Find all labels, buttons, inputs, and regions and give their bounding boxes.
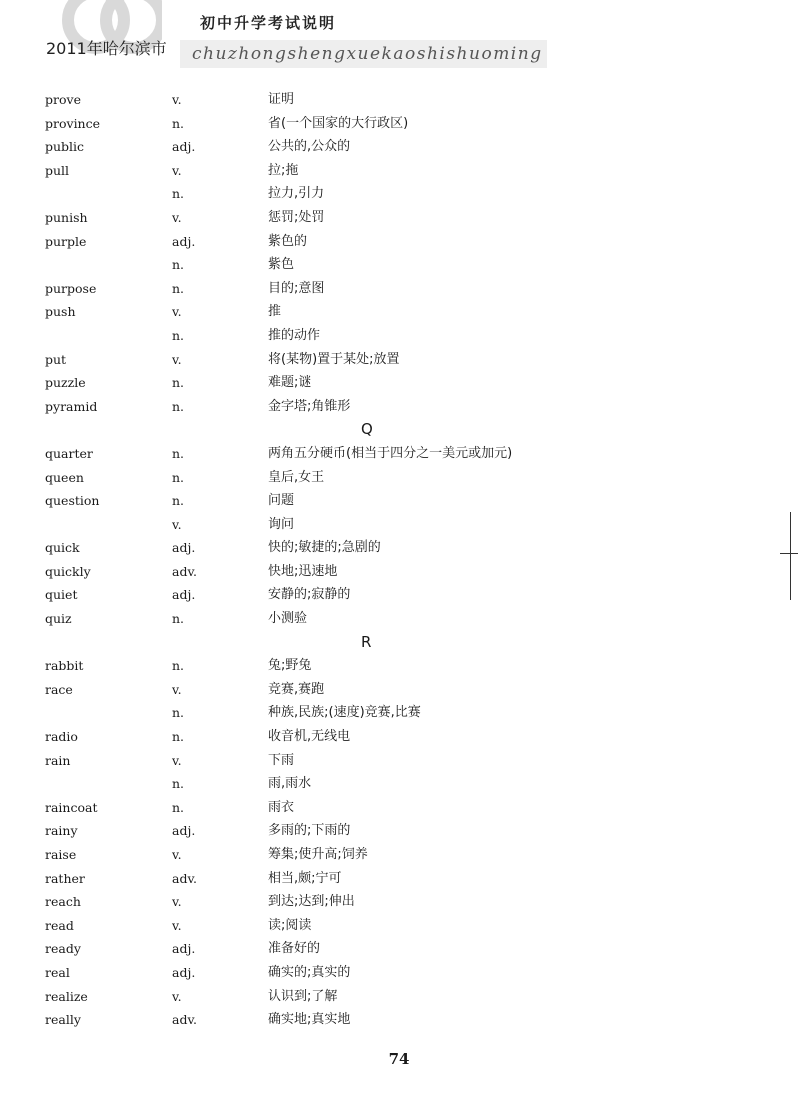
entry-meaning: 推的动作 [268, 327, 321, 343]
section-letter-label: R [361, 632, 372, 651]
entry-pos: n. [172, 445, 185, 461]
entry-pos: v. [172, 752, 182, 768]
section-letter [0, 418, 798, 442]
entry-pos: n. [172, 115, 185, 131]
entry-word: quiet [45, 587, 78, 603]
entry-word: really [45, 1012, 81, 1028]
entry-word: province [45, 115, 101, 131]
vocabulary-list [0, 88, 798, 1032]
vocab-entry [0, 466, 798, 490]
entry-word: puzzle [45, 375, 86, 391]
vocab-entry [0, 206, 798, 230]
vocab-entry [0, 819, 798, 843]
entry-meaning: 省(一个国家的大行政区) [268, 115, 409, 131]
entry-word: queen [45, 469, 84, 485]
entry-meaning: 确实地;真实地 [268, 1012, 351, 1028]
entry-meaning: 快地;迅速地 [268, 563, 338, 579]
entry-pos: n. [172, 257, 185, 273]
vocab-entry [0, 867, 798, 891]
entry-meaning: 到达;达到;伸出 [268, 894, 355, 910]
entry-meaning: 下雨 [268, 752, 295, 768]
section-letter-label: Q [361, 420, 373, 439]
vocab-entry [0, 348, 798, 372]
vocab-entry [0, 395, 798, 419]
entry-pos: n. [172, 705, 185, 721]
vocab-entry [0, 442, 798, 466]
entry-word: pyramid [45, 398, 98, 414]
entry-pos: v. [172, 351, 182, 367]
vocab-entry [0, 1008, 798, 1032]
vocab-entry [0, 772, 798, 796]
vocab-entry [0, 159, 798, 183]
entry-meaning: 紫色的 [268, 233, 308, 249]
entry-pos: n. [172, 776, 185, 792]
entry-meaning: 兔;野兔 [268, 658, 312, 674]
vocab-entry [0, 513, 798, 537]
entry-meaning: 雨衣 [268, 799, 295, 815]
entry-pos: adj. [172, 964, 196, 980]
entry-pos: v. [172, 894, 182, 910]
entry-pos: v. [172, 209, 182, 225]
vocab-entry [0, 678, 798, 702]
vocab-entry [0, 300, 798, 324]
entry-meaning: 惩罚;处罚 [268, 209, 325, 225]
entry-meaning: 种族,民族;(速度)竞赛,比赛 [268, 705, 421, 721]
entry-pos: adj. [172, 823, 196, 839]
entry-pos: adj. [172, 941, 196, 957]
entry-pos: adv. [172, 870, 198, 886]
vocab-entry [0, 843, 798, 867]
section-letter [0, 631, 798, 655]
entry-meaning: 两角五分硬币(相当于四分之一美元或加元) [268, 445, 513, 461]
vocab-entry [0, 182, 798, 206]
entry-meaning: 证明 [268, 92, 295, 107]
crop-mark-horizontal [780, 553, 798, 554]
entry-meaning: 将(某物)置于某处;放置 [268, 351, 400, 367]
vocab-entry [0, 560, 798, 584]
entry-pos: v. [172, 304, 182, 320]
vocab-entry [0, 607, 798, 631]
entry-word: real [45, 964, 70, 980]
entry-pos: v. [172, 988, 182, 1004]
vocab-entry [0, 371, 798, 395]
entry-meaning: 读;阅读 [268, 917, 312, 933]
entry-meaning: 确实的;真实的 [268, 964, 351, 980]
entry-meaning: 金字塔;角锥形 [268, 398, 351, 414]
entry-meaning: 收音机,无线电 [268, 729, 351, 745]
vocab-entry [0, 749, 798, 773]
entry-pos: n. [172, 611, 185, 627]
entry-pos: adv. [172, 1012, 198, 1028]
entry-pos: n. [172, 658, 185, 674]
entry-meaning: 询问 [268, 516, 295, 532]
crop-mark-vertical [790, 512, 791, 600]
entry-word: pull [45, 162, 70, 178]
entry-meaning: 认识到;了解 [268, 988, 338, 1004]
entry-pos: adv. [172, 563, 198, 579]
entry-word: rain [45, 752, 71, 768]
entry-meaning: 紫色 [268, 257, 295, 273]
entry-pos: adj. [172, 587, 196, 603]
entry-pos: adj. [172, 540, 196, 556]
vocab-entry [0, 536, 798, 560]
entry-word: purple [45, 233, 87, 249]
entry-pos: n. [172, 398, 185, 414]
entry-word: raincoat [45, 799, 98, 815]
entry-word: public [45, 139, 85, 155]
vocab-entry [0, 135, 798, 159]
entry-word: punish [45, 209, 88, 225]
vocab-entry [0, 324, 798, 348]
entry-word: put [45, 351, 67, 367]
vocab-entry [0, 88, 798, 112]
page-number: 74 [388, 1050, 410, 1068]
entry-word: read [45, 917, 74, 933]
entry-meaning: 筹集;使升高;饲养 [268, 847, 368, 862]
entry-meaning: 拉;拖 [268, 162, 299, 178]
entry-meaning: 小测验 [268, 611, 308, 627]
vocab-entry [0, 112, 798, 136]
entry-pos: adj. [172, 139, 196, 155]
entry-word: prove [45, 92, 81, 107]
vocab-entry [0, 701, 798, 725]
vocab-entry [0, 253, 798, 277]
entry-meaning: 皇后,女王 [268, 469, 325, 485]
entry-meaning: 推 [268, 304, 282, 320]
entry-pos: n. [172, 799, 185, 815]
vocab-entry [0, 583, 798, 607]
entry-meaning: 目的;意图 [268, 280, 325, 296]
entry-pos: v. [172, 917, 182, 933]
entry-meaning: 雨,雨水 [268, 776, 312, 792]
vocab-entry [0, 277, 798, 301]
entry-meaning: 安静的;寂静的 [268, 587, 351, 603]
entry-word: quickly [45, 563, 91, 579]
entry-meaning: 准备好的 [268, 941, 321, 957]
vocab-entry [0, 725, 798, 749]
entry-word: race [45, 681, 73, 697]
vocab-entry [0, 654, 798, 678]
entry-meaning: 问题 [268, 493, 295, 509]
entry-word: rainy [45, 823, 78, 839]
entry-pos: n. [172, 469, 185, 485]
entry-pos: n. [172, 729, 185, 745]
entry-word: radio [45, 729, 78, 745]
vocab-entry [0, 937, 798, 961]
entry-pos: n. [172, 493, 185, 509]
entry-pos: v. [172, 162, 182, 178]
entry-meaning: 竞赛,赛跑 [268, 681, 325, 697]
entry-pos: n. [172, 327, 185, 343]
vocab-entry [0, 985, 798, 1009]
entry-word: purpose [45, 280, 97, 296]
vocab-entry [0, 890, 798, 914]
entry-meaning: 拉力,引力 [268, 186, 325, 202]
entry-word: quarter [45, 445, 93, 461]
entry-word: ready [45, 941, 81, 957]
header-title: 初中升学考试说明 [200, 14, 337, 32]
header-subtitle: chuzhongshengxuekaoshishuoming [192, 44, 543, 64]
vocab-entry [0, 489, 798, 513]
entry-pos: n. [172, 186, 185, 202]
entry-word: quick [45, 540, 80, 556]
entry-word: reach [45, 894, 81, 910]
entry-word: realize [45, 988, 88, 1004]
entry-word: rather [45, 870, 85, 886]
entry-pos: v. [172, 681, 182, 697]
entry-word: question [45, 493, 100, 509]
entry-pos: n. [172, 280, 185, 296]
vocab-entry [0, 230, 798, 254]
entry-word: push [45, 304, 76, 320]
entry-pos: adj. [172, 233, 196, 249]
entry-pos: v. [172, 847, 182, 862]
entry-pos: n. [172, 375, 185, 391]
vocab-entry [0, 796, 798, 820]
vocab-entry [0, 914, 798, 938]
entry-word: raise [45, 847, 77, 862]
vocab-entry [0, 961, 798, 985]
entry-word: rabbit [45, 658, 84, 674]
entry-meaning: 公共的,公众的 [268, 139, 351, 155]
header-year: 2011年哈尔滨市 [46, 39, 167, 58]
entry-meaning: 多雨的;下雨的 [268, 823, 351, 839]
entry-meaning: 快的;敏捷的;急剧的 [268, 540, 381, 556]
entry-pos: v. [172, 516, 182, 532]
entry-word: quiz [45, 611, 72, 627]
entry-meaning: 相当,颇;宁可 [268, 870, 342, 886]
entry-meaning: 难题;谜 [268, 375, 312, 391]
entry-pos: v. [172, 92, 182, 107]
